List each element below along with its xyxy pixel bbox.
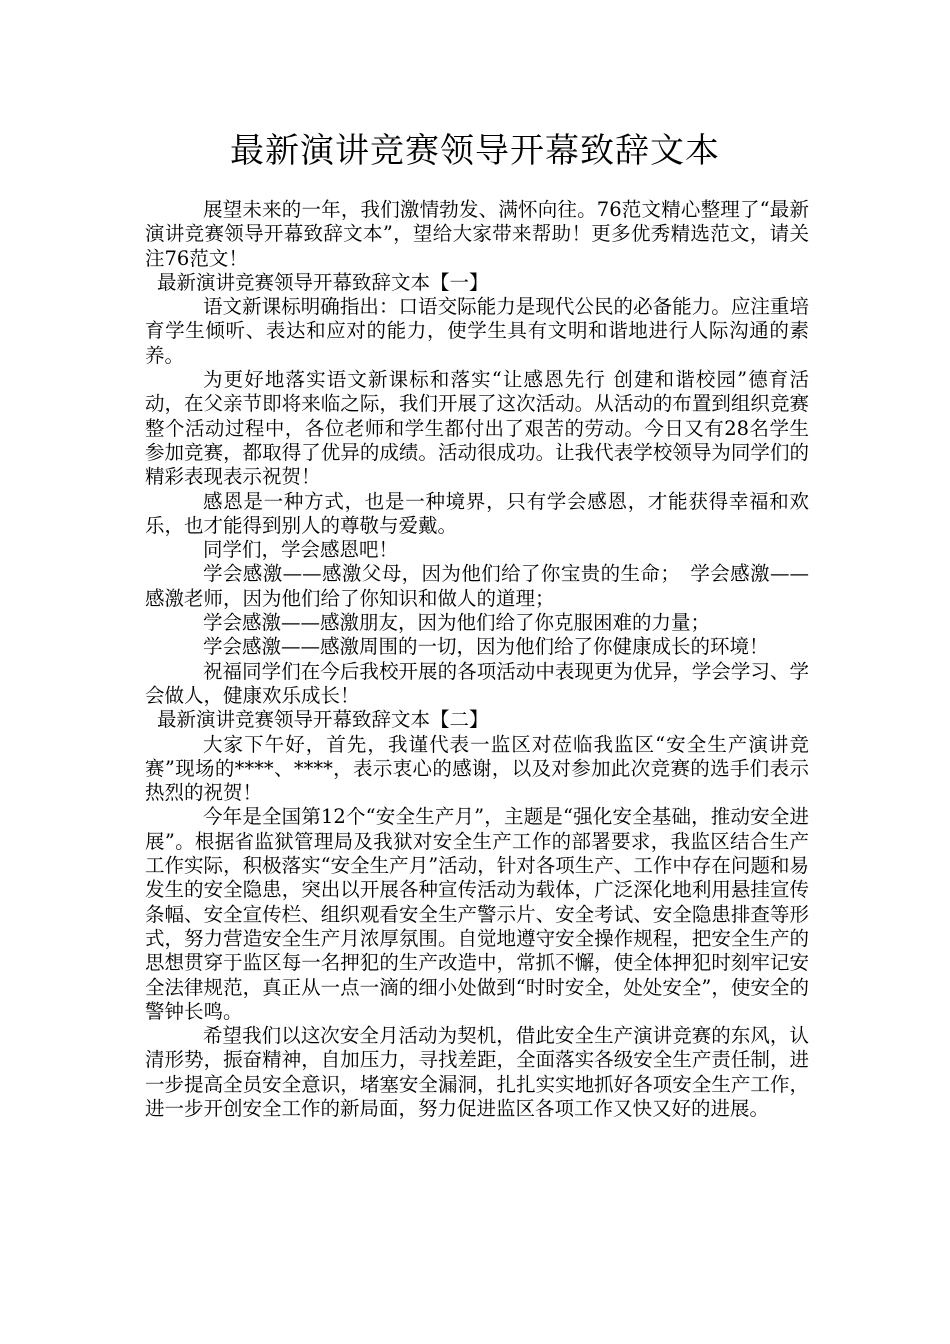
section1-paragraph: 语文新课标明确指出：口语交际能力是现代公民的必备能力。应注重培育学生倾听、表达和应对的能力，使学生具有文明和谐地进行人际沟通的素养。 xyxy=(145,295,809,367)
section1-paragraph: 学会感激——感激周围的一切，因为他们给了你健康成长的环境！ xyxy=(203,635,769,659)
intro-paragraph: 展望未来的一年，我们激情勃发、满怀向往。76范文精心整理了“最新演讲竞赛领导开幕致辞文本”，望给大家带来帮助！更多优秀精选范文，请关注76范文！ xyxy=(145,198,809,270)
document-title: 最新演讲竞赛领导开幕致辞文本 xyxy=(230,131,720,171)
section1-paragraph: 同学们，学会感恩吧！ xyxy=(203,538,399,562)
section1-paragraph: 感恩是一种方式，也是一种境界，只有学会感恩，才能获得幸福和欢乐，也才能得到别人的尊敬与爱戴。 xyxy=(145,489,809,537)
section-heading-1: 最新演讲竞赛领导开幕致辞文本【一】 xyxy=(157,270,489,294)
section2-paragraph: 今年是全国第12个“安全生产月”，主题是“强化安全基础，推动安全进展”。根据省监狱管理局及我狱对安全生产工作的部署要求，我监区结合生产工作实际，积极落实“安全生产月”活动，针对各项生产、工作中存在问题和易发生的安全隐患，突出以开展各种宣传活动为载体，广泛深化地利用悬挂宣传条幅、安全宣传栏、组织观看安全生产警示片、安全考试、安全隐患排查等形式，努力营造安全生产月浓厚氛围。自觉地遵守安全操作规程，把安全生产的思想贯穿于监区每一名押犯的生产改造中，常抓不懈，使全体押犯时刻牢记安全法律规范，真正从一点一滴的细小处做到“时时安全，处处安全”，使安全的警钟长鸣。 xyxy=(145,805,809,1023)
section1-paragraph: 学会感激——感激父母，因为他们给了你宝贵的生命； 学会感激——感激老师，因为他们给了你知识和做人的道理； xyxy=(145,562,809,610)
section-heading-2: 最新演讲竞赛领导开幕致辞文本【二】 xyxy=(157,708,489,732)
section1-paragraph: 为更好地落实语文新课标和落实“让感恩先行 创建和谐校园”德育活动，在父亲节即将来临之际，我们开展了这次活动。从活动的布置到组织竞赛整个活动过程中，各位老师和学生都付出了艰苦的劳动。今日又有28名学生参加竞赛，都取得了优异的成绩。活动很成功。让我代表学校领导为同学们的精彩表现表示祝贺！ xyxy=(145,368,809,489)
document-body xyxy=(145,198,809,1121)
section2-paragraph: 希望我们以这次安全月活动为契机，借此安全生产演讲竞赛的东风，认清形势，振奋精神，自加压力，寻找差距，全面落实各级安全生产责任制，进一步提高全员安全意识，堵塞安全漏洞，扎扎实实地抓好各项安全生产工作，进一步开创安全工作的新局面，努力促进监区各项工作又快又好的进展。 xyxy=(145,1024,809,1120)
section1-paragraph: 学会感激——感激朋友，因为他们给了你克服困难的力量； xyxy=(203,611,711,635)
section1-paragraph: 祝福同学们在今后我校开展的各项活动中表现更为优异，学会学习、学会做人，健康欢乐成长！ xyxy=(145,659,809,707)
section2-paragraph: 大家下午好，首先，我谨代表一监区对莅临我监区“安全生产演讲竞赛”现场的****、****，表示衷心的感谢，以及对参加此次竞赛的选手们表示热烈的祝贺！ xyxy=(145,732,809,805)
